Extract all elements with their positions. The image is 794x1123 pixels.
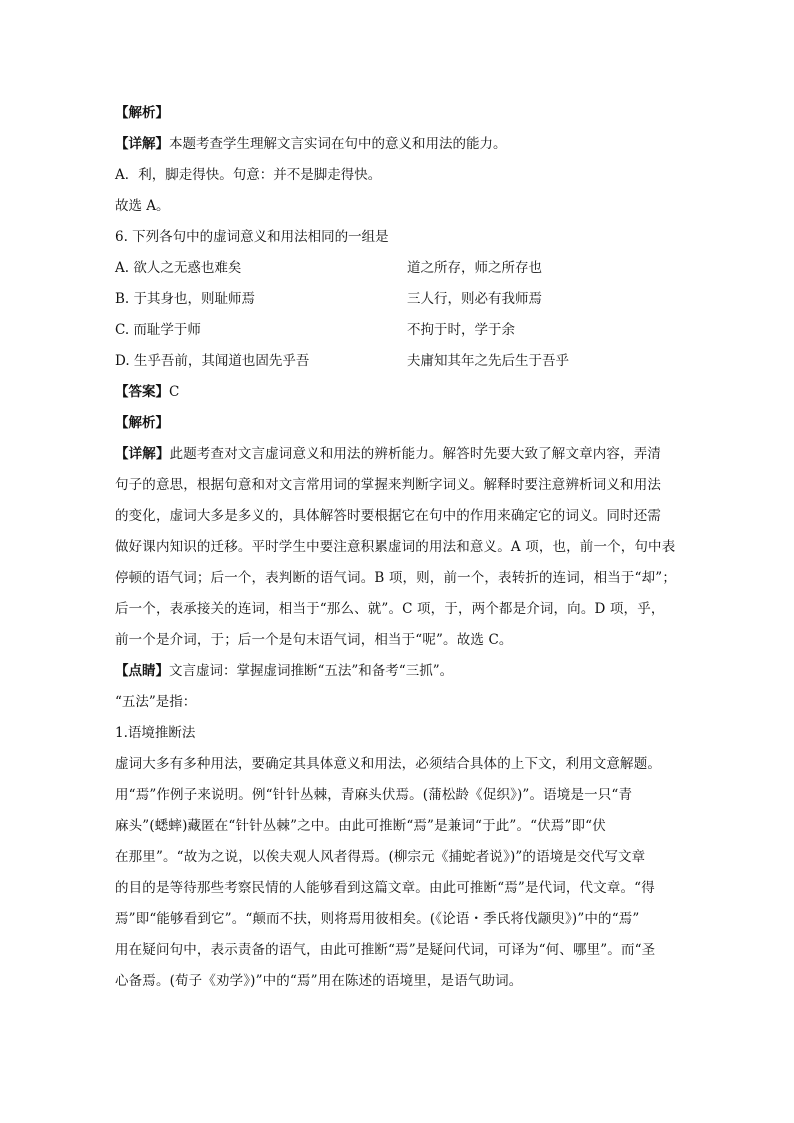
- detail-label: 【详解】: [115, 136, 169, 152]
- answer-line: 【答案】C: [115, 384, 180, 400]
- option-d: D. 生乎吾前，其闻道也固先乎吾 夫庸知其年之先后生于吾乎: [115, 353, 569, 369]
- choose-a: 故选 A。: [115, 198, 170, 214]
- tips-line: 【点睛】文言虚词：掌握虚词推断“五法”和备考“三抓”。: [115, 663, 454, 679]
- option-a: A. 欲人之无惑也难矣 道之所存，师之所存也: [115, 260, 542, 276]
- analysis-heading-2: 【解析】: [115, 415, 169, 431]
- option-b: B. 于其身也，则耻师焉 三人行，则必有我师焉: [115, 291, 542, 307]
- document-page: [115, 98, 685, 997]
- method-1-heading: 1.语境推断法: [115, 725, 196, 741]
- option-c: C. 而耻学于师 不拘于时，学于余: [115, 322, 515, 338]
- answer-value: C: [169, 384, 180, 400]
- detail-line: [115, 129, 685, 160]
- method-1-paragraph: 虚词大多有多种用法，要确定其具体意义和用法，必须结合具体的上下文，利用文意解题。 用“焉”作例子来说明。例“针针丛棘，青麻头伏焉。(蒲松龄《促织》)”。语境是一只“青 麻头”(蟋蟀)藏匿在“针针丛棘”之中。由此可推断“焉”是兼词“于此”。“伏焉”即“伏 在那里”。“故为之说，以俟夫观人风者得焉。(柳宗元《捕蛇者说》)”的语境是交代写文章 的目的是等待那些考察民情的人能够看到这篇文章。由此可推断“焉”是代词，代文章。“得 焉”即“能够看到它”。“颠而不扶，则将焉用彼相矣。(《论语・季氏将伐颛臾》)”中的“焉” 用在疑问句中，表示责备的语气，由此可推断“焉”是疑问代词，可译为“何、哪里”。而“圣 心备焉。(荀子《劝学》)”中的“焉”用在陈述的语境里，是语气助词。: [115, 756, 661, 989]
- detail-text: 本题考查学生理解文言实词在句中的意义和用法的能力。: [169, 136, 507, 152]
- question-6-stem: 6. 下列各句中的虚词意义和用法相同的一组是: [115, 229, 389, 245]
- wufa-heading: “五法”是指：: [115, 694, 197, 710]
- explanation-a: A．利，脚走得快。句意：并不是脚走得快。: [115, 167, 382, 183]
- analysis-heading: 【解析】: [115, 105, 169, 121]
- detail-paragraph: 【详解】此题考查对文言虚词意义和用法的辨析能力。解答时先要大致了解文章内容，弄清 句子的意思，根据句意和对文言常用词的掌握来判断字词义。解释时要注意辨析词义和用法 的变化，虚词大多是多义的，具体解答时要根据它在句中的作用来确定它的词义。同时还需 做好课内知识的迁移。平时学生中要注意积累虚词的用法和意义。A 项，也，前一个，句中表 停顿的语气词；后一个，表判断的语气词。B 项，则，前一个，表转折的连词，相当于“却”； 后一个，表承接关的连词，相当于“那么、就”。C 项，于，两个都是介词，向。D 项，乎， 前一个是介词，于；后一个是句末语气词，相当于“呢”。故选 C。: [115, 446, 676, 648]
